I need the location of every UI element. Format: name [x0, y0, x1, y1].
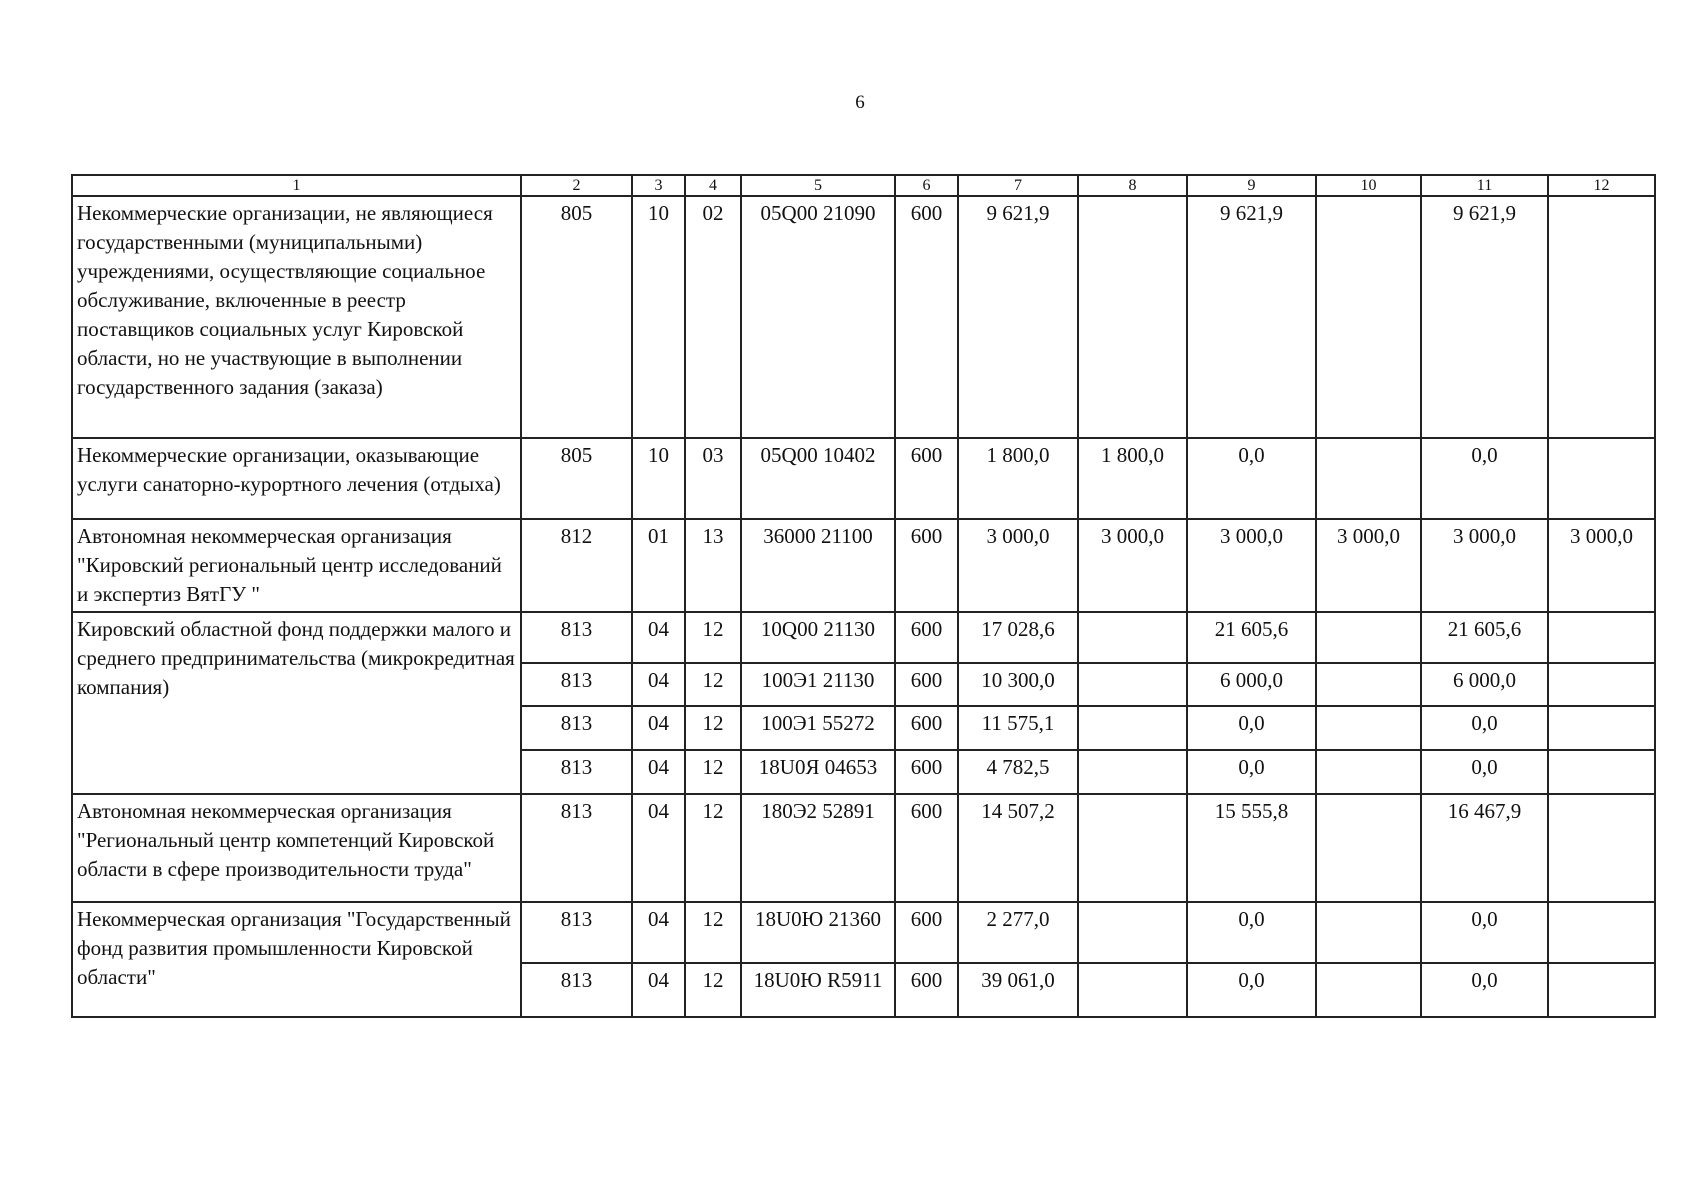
cell-col2: 812	[521, 519, 632, 612]
cell-col4: 02	[685, 196, 741, 438]
cell-col6: 600	[895, 519, 958, 612]
cell-col3: 10	[632, 196, 685, 438]
column-header: 2	[521, 175, 632, 196]
cell-col5: 100Э1 55272	[741, 706, 895, 750]
organization-name: Некоммерческая организация "Государственный фонд развития промышленности Кировской области"	[72, 902, 521, 1017]
cell-col11: 0,0	[1421, 750, 1548, 794]
cell-col9: 15 555,8	[1187, 794, 1316, 902]
cell-col9: 0,0	[1187, 438, 1316, 519]
cell-col9: 3 000,0	[1187, 519, 1316, 612]
table-row	[72, 902, 1655, 963]
cell-col11: 0,0	[1421, 963, 1548, 1017]
cell-col3: 04	[632, 902, 685, 963]
column-header: 1	[72, 175, 521, 196]
cell-col3: 04	[632, 706, 685, 750]
cell-col7: 39 061,0	[958, 963, 1078, 1017]
cell-col10	[1316, 438, 1421, 519]
cell-col12	[1548, 438, 1655, 519]
cell-col5: 18U0Ю 21360	[741, 902, 895, 963]
cell-col5: 18U0Ю R5911	[741, 963, 895, 1017]
cell-col7: 17 028,6	[958, 612, 1078, 663]
organization-name: Автономная некоммерческая организация "Кировский региональный центр исследований и экспертиз ВятГУ "	[72, 519, 521, 612]
column-header: 11	[1421, 175, 1548, 196]
table-row	[72, 794, 1655, 902]
cell-col2: 813	[521, 706, 632, 750]
cell-col12	[1548, 706, 1655, 750]
cell-col10	[1316, 663, 1421, 706]
cell-col11: 6 000,0	[1421, 663, 1548, 706]
cell-col11: 0,0	[1421, 438, 1548, 519]
cell-col12: 3 000,0	[1548, 519, 1655, 612]
cell-col7: 11 575,1	[958, 706, 1078, 750]
column-header: 4	[685, 175, 741, 196]
cell-col6: 600	[895, 750, 958, 794]
cell-col3: 10	[632, 438, 685, 519]
cell-col3: 04	[632, 963, 685, 1017]
cell-col9: 6 000,0	[1187, 663, 1316, 706]
cell-col8	[1078, 612, 1187, 663]
table-row	[72, 519, 1655, 612]
cell-col12	[1548, 663, 1655, 706]
cell-col6: 600	[895, 963, 958, 1017]
cell-col11: 21 605,6	[1421, 612, 1548, 663]
cell-col7: 1 800,0	[958, 438, 1078, 519]
cell-col2: 813	[521, 963, 632, 1017]
cell-col8	[1078, 196, 1187, 438]
cell-col3: 04	[632, 750, 685, 794]
column-header: 10	[1316, 175, 1421, 196]
cell-col4: 12	[685, 963, 741, 1017]
cell-col10	[1316, 902, 1421, 963]
cell-col9: 0,0	[1187, 750, 1316, 794]
cell-col3: 04	[632, 612, 685, 663]
cell-col10	[1316, 612, 1421, 663]
table-row	[72, 438, 1655, 519]
cell-col12	[1548, 963, 1655, 1017]
cell-col8	[1078, 963, 1187, 1017]
cell-col11: 16 467,9	[1421, 794, 1548, 902]
cell-col3: 01	[632, 519, 685, 612]
organization-name: Некоммерческие организации, не являющиеся государственными (муниципальными) учреждениями, осуществляющие социальное обслуживание, включенные в реестр поставщиков социальных услуг Кировской области, но не участвующие в выполнении государственного задания (заказа)	[72, 196, 521, 438]
cell-col6: 600	[895, 663, 958, 706]
cell-col2: 813	[521, 750, 632, 794]
cell-col4: 03	[685, 438, 741, 519]
cell-col6: 600	[895, 794, 958, 902]
cell-col3: 04	[632, 663, 685, 706]
cell-col10	[1316, 196, 1421, 438]
cell-col10	[1316, 963, 1421, 1017]
cell-col7: 2 277,0	[958, 902, 1078, 963]
organization-name: Кировский областной фонд поддержки малого и среднего предпринимательства (микрокредитная компания)	[72, 612, 521, 794]
cell-col4: 12	[685, 612, 741, 663]
table-row	[72, 612, 1655, 663]
column-number-row	[72, 175, 1655, 196]
cell-col7: 4 782,5	[958, 750, 1078, 794]
cell-col5: 18U0Я 04653	[741, 750, 895, 794]
column-header: 8	[1078, 175, 1187, 196]
cell-col8	[1078, 706, 1187, 750]
budget-table	[71, 174, 1656, 1018]
cell-col8	[1078, 794, 1187, 902]
cell-col2: 805	[521, 196, 632, 438]
cell-col7: 14 507,2	[958, 794, 1078, 902]
cell-col9: 0,0	[1187, 902, 1316, 963]
cell-col4: 12	[685, 663, 741, 706]
cell-col11: 9 621,9	[1421, 196, 1548, 438]
cell-col5: 36000 21100	[741, 519, 895, 612]
cell-col4: 13	[685, 519, 741, 612]
cell-col12	[1548, 794, 1655, 902]
cell-col12	[1548, 750, 1655, 794]
cell-col9: 0,0	[1187, 963, 1316, 1017]
cell-col12	[1548, 612, 1655, 663]
cell-col12	[1548, 902, 1655, 963]
column-header: 3	[632, 175, 685, 196]
cell-col2: 813	[521, 902, 632, 963]
cell-col6: 600	[895, 196, 958, 438]
cell-col8	[1078, 902, 1187, 963]
cell-col8: 1 800,0	[1078, 438, 1187, 519]
cell-col6: 600	[895, 902, 958, 963]
cell-col5: 05Q00 10402	[741, 438, 895, 519]
cell-col9: 0,0	[1187, 706, 1316, 750]
cell-col4: 12	[685, 902, 741, 963]
column-header: 12	[1548, 175, 1655, 196]
cell-col2: 805	[521, 438, 632, 519]
cell-col5: 10Q00 21130	[741, 612, 895, 663]
cell-col7: 10 300,0	[958, 663, 1078, 706]
cell-col8: 3 000,0	[1078, 519, 1187, 612]
cell-col8	[1078, 663, 1187, 706]
organization-name: Некоммерческие организации, оказывающие услуги санаторно-курортного лечения (отдыха)	[72, 438, 521, 519]
cell-col7: 3 000,0	[958, 519, 1078, 612]
cell-col2: 813	[521, 663, 632, 706]
cell-col6: 600	[895, 438, 958, 519]
cell-col11: 3 000,0	[1421, 519, 1548, 612]
page-number: 6	[855, 92, 865, 113]
cell-col3: 04	[632, 794, 685, 902]
cell-col10	[1316, 706, 1421, 750]
table-row	[72, 196, 1655, 438]
cell-col6: 600	[895, 612, 958, 663]
cell-col9: 9 621,9	[1187, 196, 1316, 438]
cell-col7: 9 621,9	[958, 196, 1078, 438]
cell-col6: 600	[895, 706, 958, 750]
cell-col10	[1316, 794, 1421, 902]
organization-name: Автономная некоммерческая организация "Региональный центр компетенций Кировской области в сфере производительности труда"	[72, 794, 521, 902]
cell-col10	[1316, 750, 1421, 794]
column-header: 7	[958, 175, 1078, 196]
cell-col4: 12	[685, 794, 741, 902]
cell-col4: 12	[685, 750, 741, 794]
cell-col2: 813	[521, 794, 632, 902]
cell-col11: 0,0	[1421, 902, 1548, 963]
cell-col11: 0,0	[1421, 706, 1548, 750]
column-header: 5	[741, 175, 895, 196]
cell-col2: 813	[521, 612, 632, 663]
cell-col9: 21 605,6	[1187, 612, 1316, 663]
column-header: 6	[895, 175, 958, 196]
cell-col10: 3 000,0	[1316, 519, 1421, 612]
cell-col5: 180Э2 52891	[741, 794, 895, 902]
cell-col4: 12	[685, 706, 741, 750]
cell-col5: 05Q00 21090	[741, 196, 895, 438]
cell-col5: 100Э1 21130	[741, 663, 895, 706]
cell-col12	[1548, 196, 1655, 438]
cell-col8	[1078, 750, 1187, 794]
column-header: 9	[1187, 175, 1316, 196]
